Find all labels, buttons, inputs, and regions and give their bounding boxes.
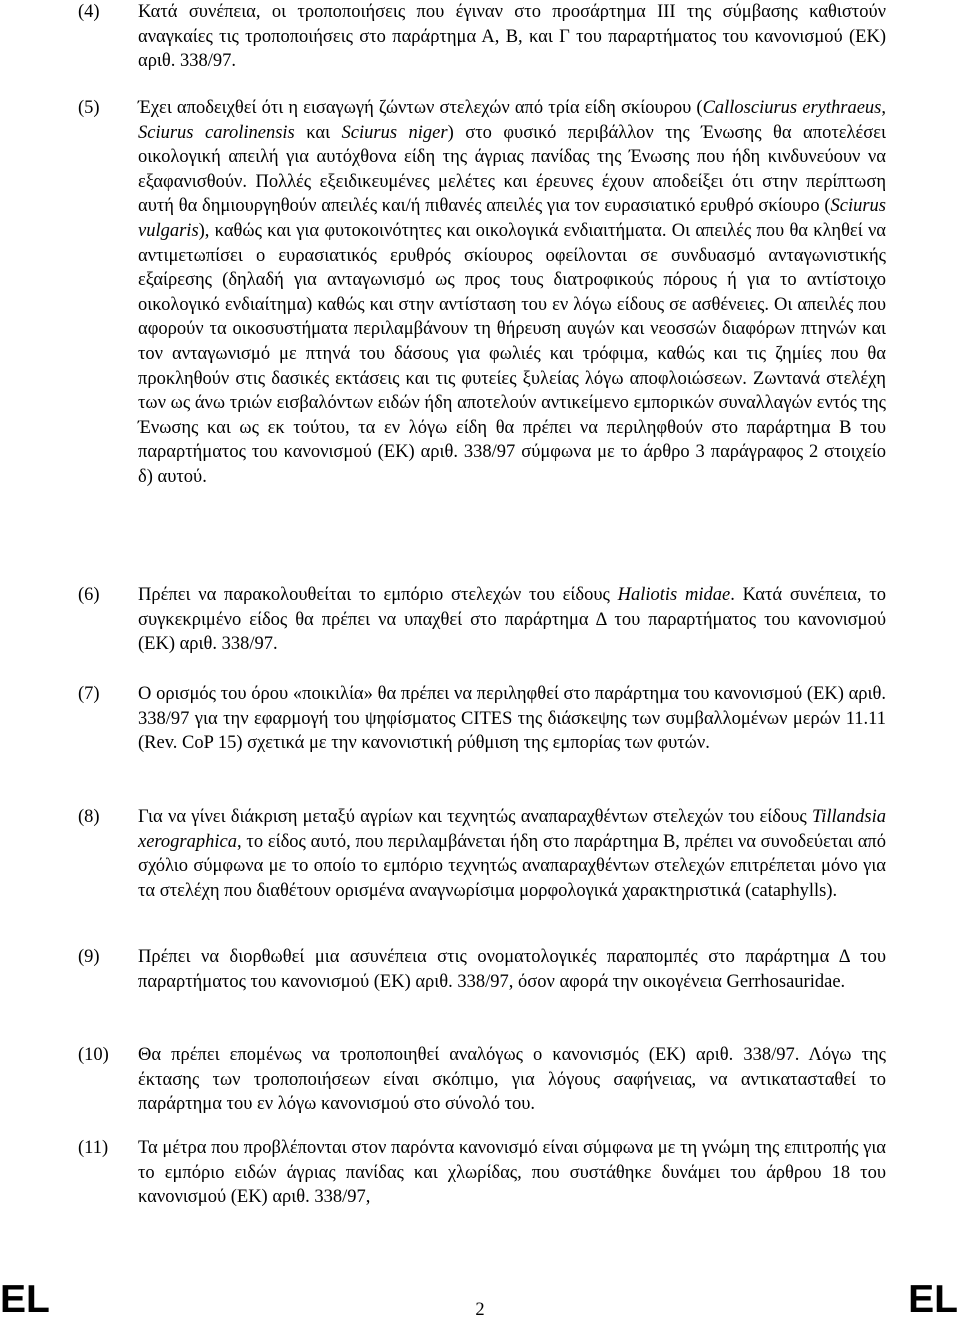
species-name: Sciurus niger xyxy=(341,122,448,143)
text-run: ), καθώς και για φυτοκοινότητες και οικολογικά ενδιαιτήματα. Οι απειλές που θα κληθεί να αντιμετωπίσει ο ευρασιατικός ερυθρός σκίουρος οφείλονται σε συνδυασμό ανταγωνιστικής εξαίρεσης (δηλαδή για ανταγωνισμό ως προς τους διατροφικούς πόρους ή για το αντίστοιχο οικολογικό ενδιαίτημα) καθώς και στην αντίσταση του εν λόγω είδους σε ασθένειες. Οι απειλές που αφορούν τα οικοσυστήματα περιλαμβάνουν τη θήρευση αυγών και νεοσσών διαφόρων πτηνών και τον ανταγωνισμό με πτηνά του δάσους για φωλιές και τρόφιμα, καθώς και τις ζημίες που θα προκληθούν στις δασικές εκτάσεις και τις φυτείες ξυλείας λόγω αποφλοιώσεων. Ζωντανά στελέχη των ως άνω τριών εισβαλόντων ειδών ήδη αποτελούν αντικείμενο εμπορικών συναλλαγών εντός της Ένωσης και ως εκ τούτου, τα εν λόγω είδη θα πρέπει να περιληφθούν στο παράρτημα Β του παραρτήματος του κανονισμού (ΕΚ) αριθ. 338/97 σύμφωνα με το άρθρο 3 παράγραφος 2 στοιχείο δ) αυτού. xyxy=(138,220,886,487)
recital-number: (7) xyxy=(78,684,100,704)
recital-number: (11) xyxy=(78,1138,109,1158)
text-run: και xyxy=(294,122,342,143)
recital-number: (5) xyxy=(78,98,100,118)
text-run: Πρέπει να διορθωθεί μια ασυνέπεια στις ονοματολογικές παραπομπές στο παράρτημα Δ του παραρτήματος του κανονισμού (ΕΚ) αριθ. 338/97, όσον αφορά την οικογένεια Gerrhosauridae. xyxy=(138,947,886,992)
recital-number: (9) xyxy=(78,947,100,967)
recital-text xyxy=(138,0,886,74)
text-run: Θα πρέπει επομένως να τροποποιηθεί αναλόγως ο κανονισμός (ΕΚ) αριθ. 338/97. Λόγω της έκτασης των τροποποιήσεων είναι σκόπιμο, για λόγους σαφήνειας, να αντικατασταθεί το παράρτημα του εν λόγω κανονισμού στο σύνολό του. xyxy=(138,1045,886,1115)
recital-text xyxy=(138,1043,886,1117)
species-name: Callosciurus erythraeus xyxy=(702,98,882,118)
recital-text xyxy=(138,96,886,490)
text-run: Έχει αποδειχθεί ότι η εισαγωγή ζώντων στελεχών από τρία είδη σκίουρου ( xyxy=(138,98,703,118)
recital-number: (4) xyxy=(78,2,100,22)
text-run: ) στο φυσικό περιβάλλον της Ένωσης θα αποτελέσει οικολογική απειλή για αυτόχθονα είδη της άγριας πανίδας της Ένωσης που ήδη κινδυνεύουν να εξαφανισθούν. Πολλές εξειδικευμένες μελέτες και έρευνες έχουν αποδείξει ότι στην περίπτωση αυτή θα δημιουργηθούν απειλές και/ή πιθανές απειλές για τον ευρασιατικό ερυθρό σκίουρο ( xyxy=(138,122,886,217)
page-number: 2 xyxy=(475,1300,485,1320)
species-name: Haliotis midae xyxy=(617,585,731,605)
recital-number: (8) xyxy=(78,807,100,827)
text-run: , xyxy=(881,98,886,118)
footer-language-left: EL xyxy=(0,1278,50,1321)
text-run: , το είδος αυτό, που περιλαμβάνεται ήδη στο παράρτημα Β, πρέπει να συνοδεύεται από σχόλιο σύμφωνα με το οποίο το εμπόριο τεχνητώς αναπαραχθέντων στελεχών επιτρέπεται μόνο για τα στελέχη που διαθέτουν ορισμένα αναγνωρίσιμα μορφολογικά χαρακτηριστικά (cataphylls). xyxy=(138,831,886,901)
recital-text xyxy=(138,583,886,657)
recital-text xyxy=(138,1136,886,1210)
recital-text xyxy=(138,682,886,756)
species-name: Sciurus vulgaris xyxy=(138,196,886,241)
text-run: Κατά συνέπεια, οι τροποποιήσεις που έγιναν στο προσάρτημα ΙΙΙ της σύμβασης καθιστούν αναγκαίες τις τροποποιήσεις στο παράρτημα Α, Β, και Γ του παραρτήματος του κανονισμού (ΕΚ) αριθ. 338/97. xyxy=(138,2,886,72)
recital-text xyxy=(138,805,886,903)
text-run: Πρέπει να παρακολουθείται το εμπόριο στελεχών του είδους xyxy=(138,585,618,605)
footer-language-right: EL xyxy=(908,1278,958,1321)
text-run: Τα μέτρα που προβλέπονται στον παρόντα κανονισμό είναι σύμφωνα με τη γνώμη της επιτροπής για το εμπόριο ειδών άγριας πανίδας και χλωρίδας, που συστάθηκε δυνάμει του άρθρου 18 του κανονισμού (ΕΚ) αριθ. 338/97, xyxy=(138,1138,886,1208)
text-run: . Κατά συνέπεια, το συγκεκριμένο είδος θα πρέπει να υπαχθεί στο παράρτημα Δ του παραρτήματος του κανονισμού (ΕΚ) αριθ. 338/97. xyxy=(138,585,886,655)
text-run: Ο ορισμός του όρου «ποικιλία» θα πρέπει να περιληφθεί στο παράρτημα του κανονισμού (ΕΚ) αριθ. 338/97 για την εφαρμογή του ψηφίσματος CITES της διάσκεψης των συμβαλλομένων μερών 11.11 (Rev. CoP 15) σχετικά με την κανονιστική ρύθμιση της εμπορίας των φυτών. xyxy=(138,684,886,754)
recital-text xyxy=(138,945,886,994)
text-run: Για να γίνει διάκριση μεταξύ αγρίων και τεχνητώς αναπαραχθέντων στελεχών του είδους xyxy=(138,807,812,827)
species-name: Sciurus carolinensis xyxy=(138,122,295,143)
recital-number: (6) xyxy=(78,585,100,605)
recital-number: (10) xyxy=(78,1045,109,1065)
species-name: Tillandsia xerographica xyxy=(138,807,886,852)
